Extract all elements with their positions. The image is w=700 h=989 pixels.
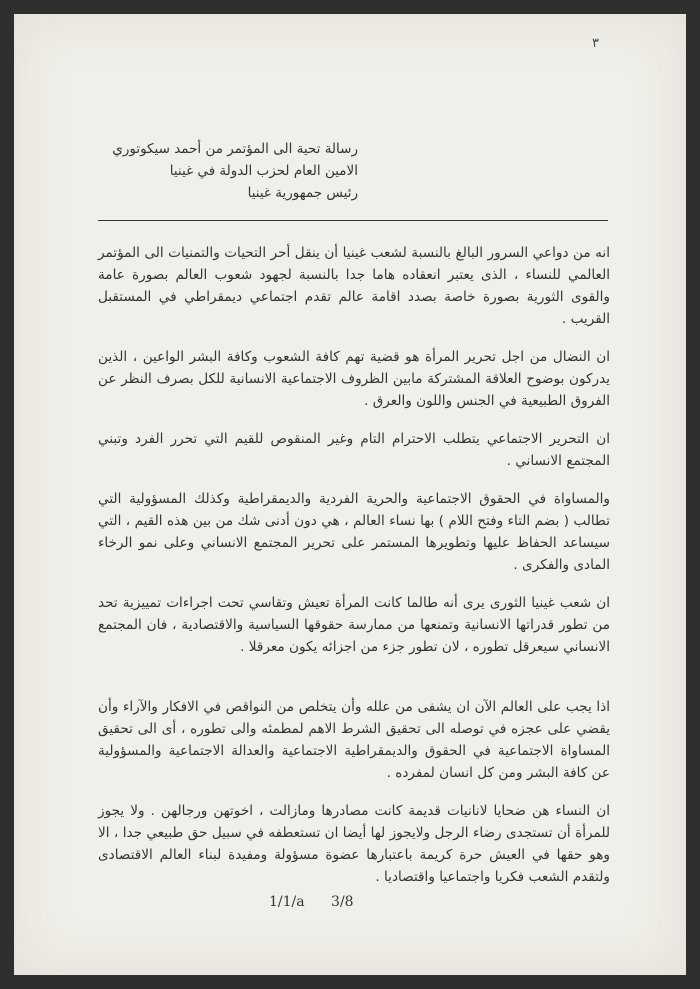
letter-heading — [58, 138, 358, 204]
paragraph-6: اذا يجب على العالم الآن ان يشفى من علله وأن يتخلص من النواقص في الافكار والآراء وأن يقضي على عجزه في توصله الى تحقيق الشرط الاهم لمطمئه والى تطوره ، أى الى تحقيق المساواة الاجتماعية في الحقوق والديمقراطية الاجتماعية والعدالة الاجتماعية والمسؤولية عن كافة البشر ومن كل انسان لمفرده . — [98, 699, 610, 781]
paragraph-5: ان شعب غينيا الثورى يرى أنه طالما كانت المرأة تعيش وتقاسي تحت اجراءات تمييزية تحد من تطور قدراتها الانسانية وتمنعها من ممارسة حقوقها السياسية والاقتصادية ، فان المجتمع الانساني سيعرقل تطوره ، لان تطور جزء من اجزائه يكون معرقلا . — [98, 595, 610, 655]
document-page — [14, 14, 686, 975]
page-reference: 1/1/a 3/8 — [269, 894, 354, 910]
heading-line-2: الامين العام لحزب الدولة في غينيا — [169, 163, 358, 179]
paragraph-7: ان النساء هن ضحايا لانانيات قديمة كانت مصادرها ومازالت ، اخوتهن ورجالهن . ولا يجوز للمرأة أن تستجدى رضاء الرجل ولايجوز لها أيضا ان تستعطفه في سبيل حق طبيعي جدا ، الا وهو حقها في العيش حرة كريمة باعتبارها عضوة مسؤولة ومفيدة لبناء العالم الاقتصادى ولتقدم الشعب فكريا واجتماعيا واقتصاديا . — [98, 803, 610, 885]
paragraph-1: انه من دواعي السرور البالغ بالنسبة لشعب غينيا أن ينقل أحر التحيات والتمنيات الى المؤتمر العالمي للنساء ، الذى يعتبر انعقاده هاما جدا بالنسبة لجهود شعوب العالم بصورة عامة والقوى الثورية بصورة خاصة بصدد اقامة عالم تقدم اجتماعي ديمقراطي في المستقبل القريب . — [98, 245, 610, 327]
corner-mark: ٣ — [592, 36, 599, 51]
paragraph-2: ان النضال من اجل تحرير المرأة هو قضية تهم كافة الشعوب وكافة البشر الواعين ، الذين يدركون بوضوح العلاقة المشتركة مابين الظروف الاجتماعية الانسانية للكل بصرف النظر عن الفروق الطبيعية في الجنس واللون والعرق . — [98, 349, 610, 409]
paragraph-4: والمساواة في الحقوق الاجتماعية والحرية الفردية والديمقراطية وكذلك المسؤولية التي تطالب ( بضم التاء وفتح اللام ) بها نساء العالم ، هي دون أدنى شك من بين هذه القيم ، التي سيساعد الحفاظ عليها وتطويرها المستمر على تحرير المجتمع الانساني وعلى نمو الرخاء المادى والفكرى . — [98, 491, 610, 573]
heading-line-1: رسالة تحية الى المؤتمر من أحمد سيكوتوري — [112, 141, 358, 157]
heading-line-3: رئيس جمهورية غينيا — [247, 185, 358, 201]
heading-divider — [98, 220, 608, 221]
paragraph-3: ان التحرير الاجتماعي يتطلب الاحترام التام وغير المنقوص للقيم التي تحرر الفرد وتبني المجتمع الانساني . — [98, 431, 610, 469]
